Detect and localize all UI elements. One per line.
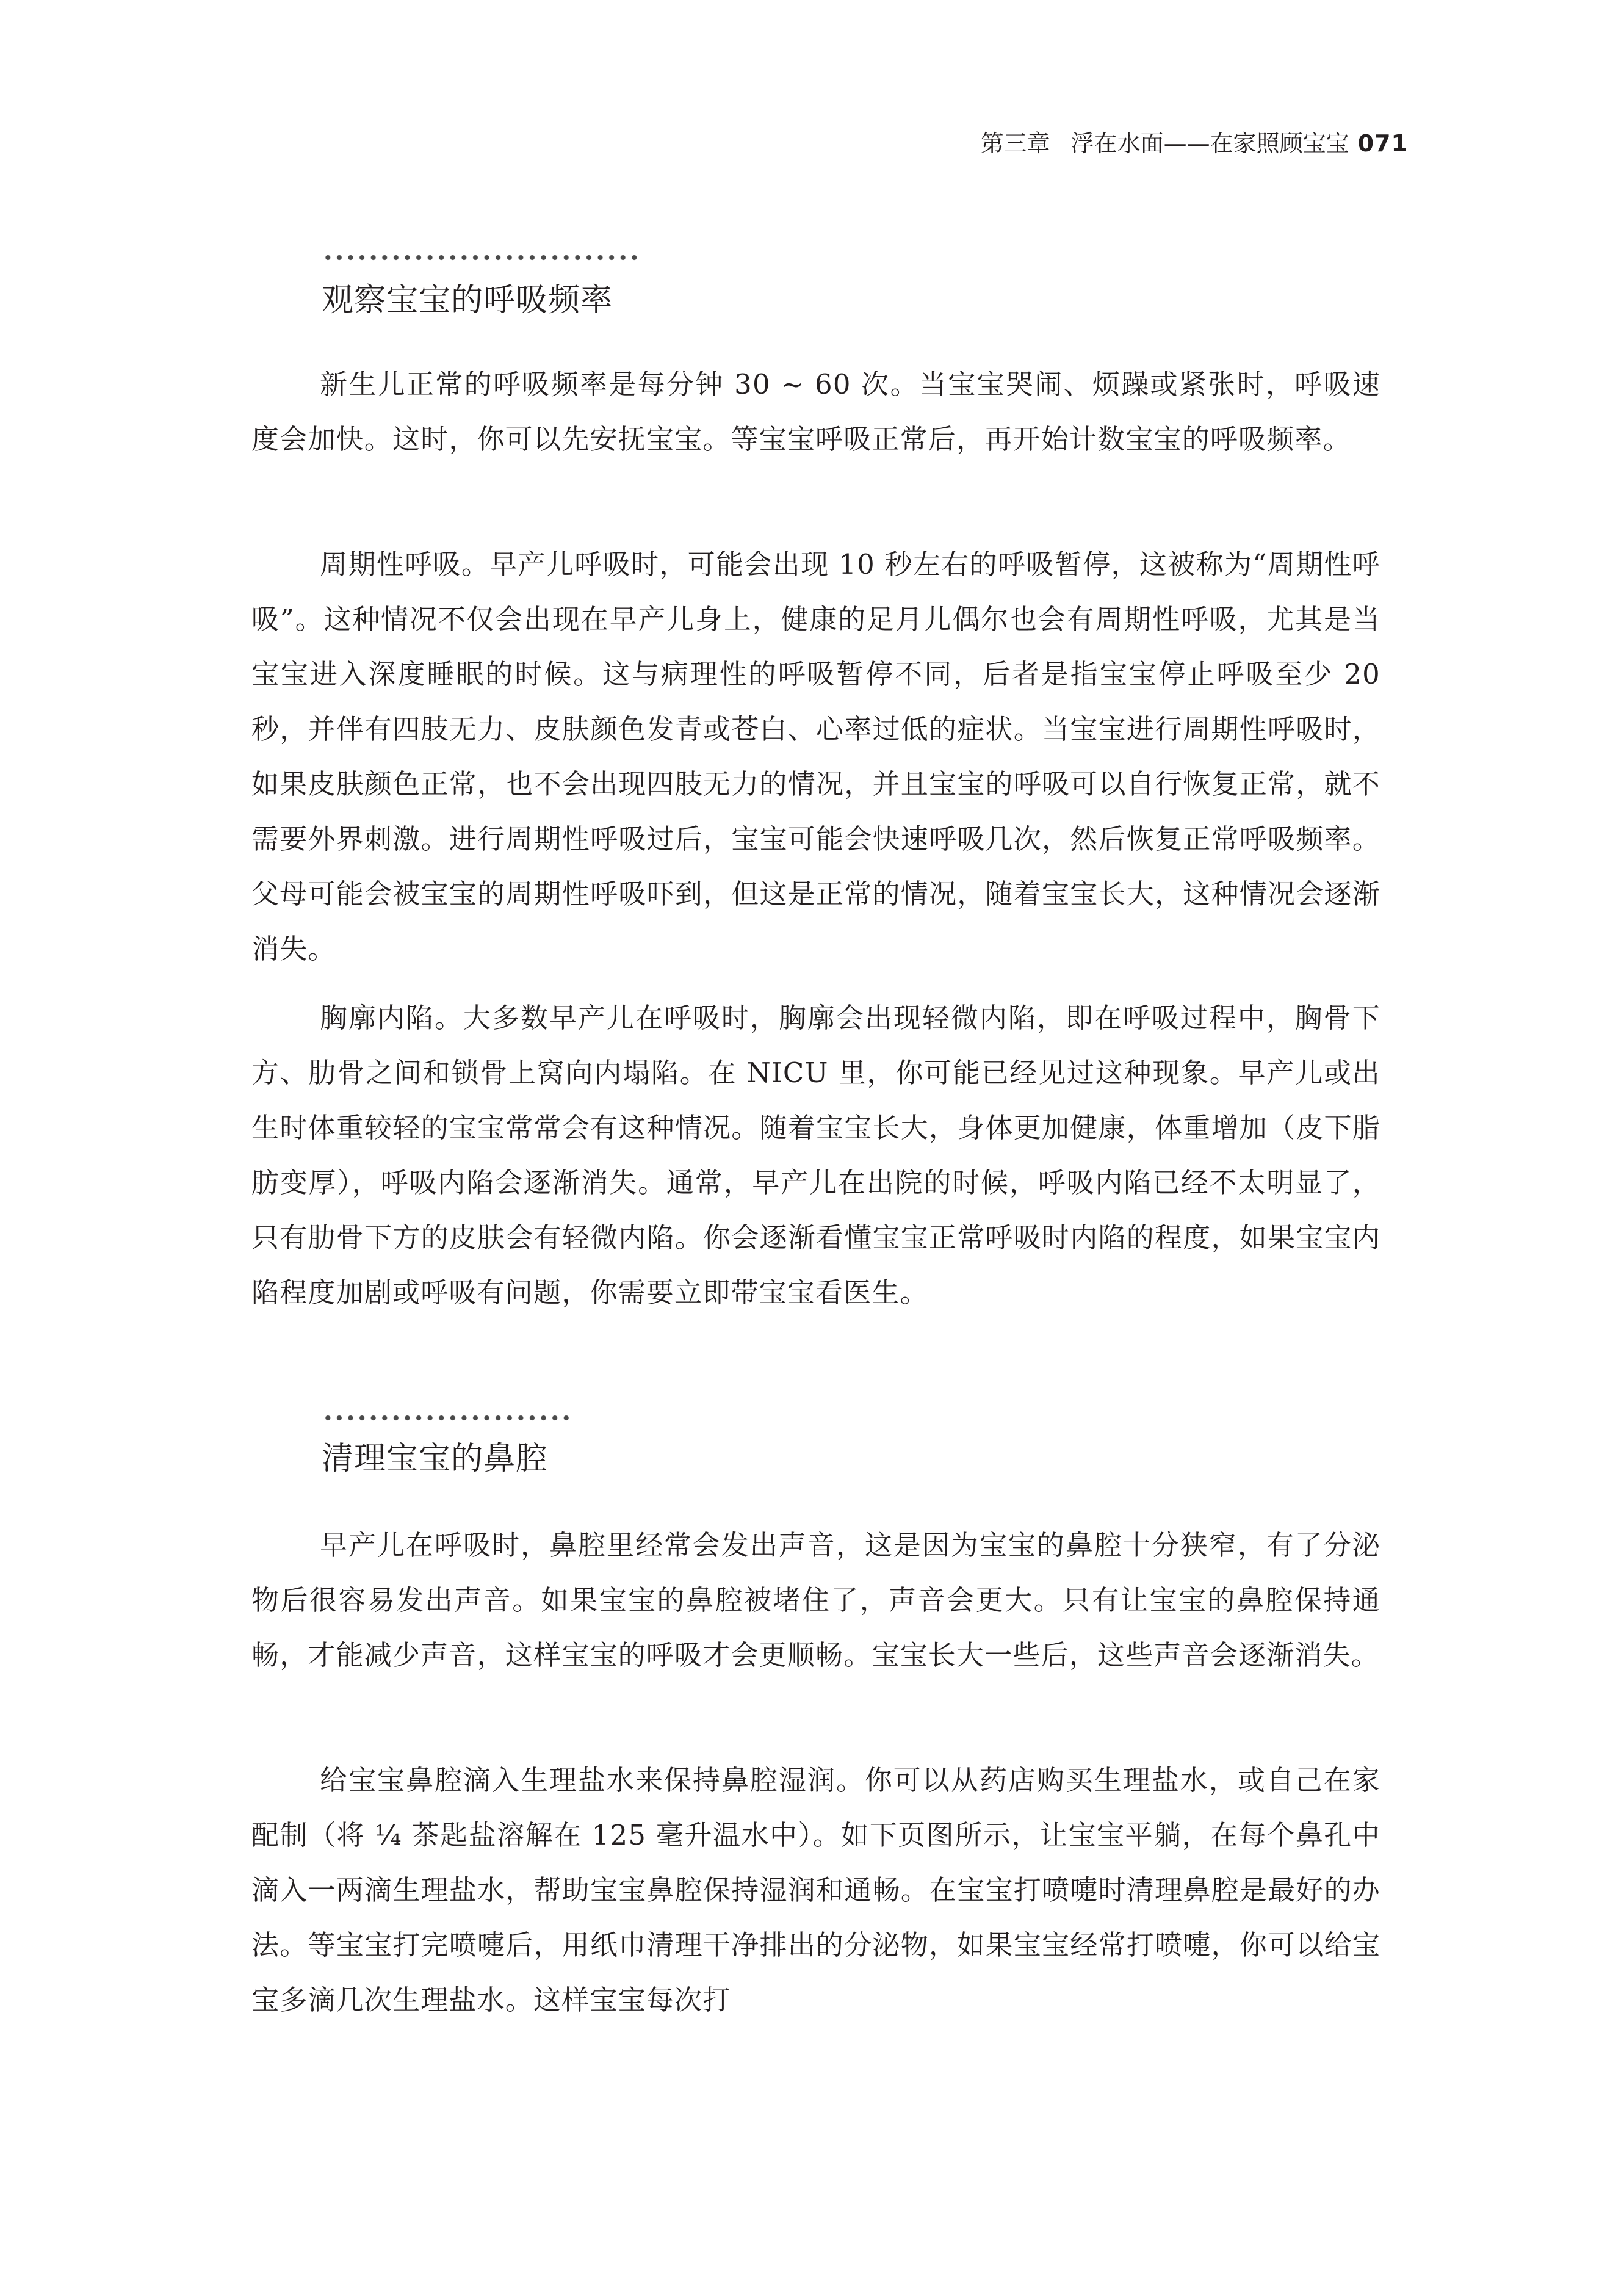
- body-paragraph: 给宝宝鼻腔滴入生理盐水来保持鼻腔湿润。你可以从药店购买生理盐水，或自己在家配制（将 ¼ 茶匙盐溶解在 125 毫升温水中）。如下页图所示，让宝宝平躺，在每个鼻孔中滴入一两滴生理盐水，帮助宝宝鼻腔保持湿润和通畅。在宝宝打喷嚏时清理鼻腔是最好的办法。等宝宝打完喷嚏后，用纸巾清理干净排出的分泌物，如果宝宝经常打喷嚏，你可以给宝宝多滴几次生理盐水。这样宝宝每次打: [251, 1764, 1380, 2016]
- running-header: [981, 128, 1408, 159]
- section-heading: 观察宝宝的呼吸频率: [322, 282, 613, 319]
- section-divider-dots: [322, 1415, 571, 1421]
- body-paragraph: 周期性呼吸。早产儿呼吸时，可能会出现 10 秒左右的呼吸暂停，这被称为“周期性呼吸”。这种情况不仅会出现在早产儿身上，健康的足月儿偶尔也会有周期性呼吸，尤其是当宝宝进入深度睡眠的时候。这与病理性的呼吸暂停不同，后者是指宝宝停止呼吸至少 20 秒，并伴有四肢无力、皮肤颜色发青或苍白、心率过低的症状。当宝宝进行周期性呼吸时，如果皮肤颜色正常，也不会出现四肢无力的情况，并且宝宝的呼吸可以自行恢复正常，就不需要外界刺激。进行周期性呼吸过后，宝宝可能会快速呼吸几次，然后恢复正常呼吸频率。父母可能会被宝宝的周期性呼吸吓到，但这是正常的情况，随着宝宝长大，这种情况会逐渐消失。: [251, 548, 1380, 965]
- section-divider-dots: [322, 255, 640, 261]
- section-heading: 清理宝宝的鼻腔: [322, 1440, 549, 1477]
- body-paragraph: 胸廓内陷。大多数早产儿在呼吸时，胸廓会出现轻微内陷，即在呼吸过程中，胸骨下方、肋骨之间和锁骨上窝向内塌陷。在 NICU 里，你可能已经见过这种现象。早产儿或出生时体重较轻的宝宝常常会有这种情况。随着宝宝长大，身体更加健康，体重增加（皮下脂肪变厚），呼吸内陷会逐渐消失。通常，早产儿在出院的时候，呼吸内陷已经不太明显了，只有肋骨下方的皮肤会有轻微内陷。你会逐渐看懂宝宝正常呼吸时内陷的程度，如果宝宝内陷程度加剧或呼吸有问题，你需要立即带宝宝看医生。: [251, 1002, 1380, 1309]
- chapter-title: 浮在水面——在家照顾宝宝: [1070, 130, 1349, 157]
- body-paragraph: 早产儿在呼吸时，鼻腔里经常会发出声音，这是因为宝宝的鼻腔十分狭窄，有了分泌物后很容易发出声音。如果宝宝的鼻腔被堵住了，声音会更大。只有让宝宝的鼻腔保持通畅，才能减少声音，这样宝宝的呼吸才会更顺畅。宝宝长大一些后，这些声音会逐渐消失。: [251, 1529, 1380, 1671]
- page-number: 071: [1357, 130, 1408, 157]
- chapter-label: 第三章: [980, 130, 1050, 157]
- body-paragraph: 新生儿正常的呼吸频率是每分钟 30 ~ 60 次。当宝宝哭闹、烦躁或紧张时，呼吸速度会加快。这时，你可以先安抚宝宝。等宝宝呼吸正常后，再开始计数宝宝的呼吸频率。: [251, 368, 1380, 455]
